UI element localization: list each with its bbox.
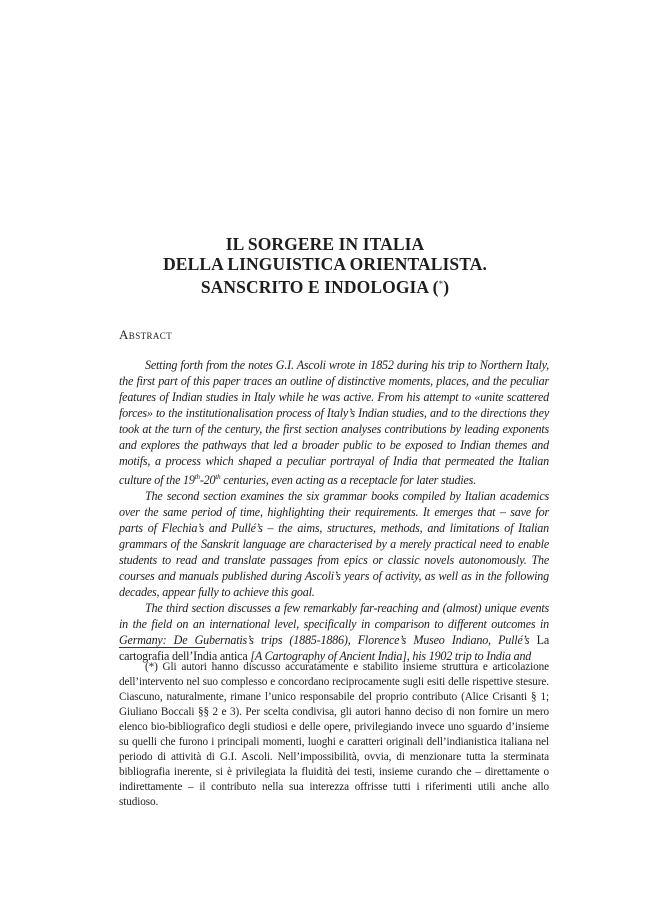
abstract-p3-roman: La cartografia dell’India antica: [119, 633, 549, 663]
title-line-3: [0, 274, 650, 297]
title-line-2: DELLA LINGUISTICA ORIENTALISTA.: [163, 254, 487, 274]
abstract-p1-text: Setting forth from the notes G.I. Ascoli wrote in 1852 during his trip to Northern Italy, the first part of this paper traces an outline of distinctive moments, places, and the peculiar features of Indian studies in Italy while he was active. From his attempt to «unite scattered forces» to the institutionalisation process of Italy’s Indian studies, and to the directions they took at the turn of the century, the first section analyses contributions by leading exponents and explores the pathways that led a broader public to be exposed to Indian themes and motifs, a process which shaped a peculiar portrayal of India that permeated the Italian culture of the 19: [119, 358, 549, 487]
abstract-p1-dash: -20: [199, 473, 216, 487]
abstract-heading: Abstract: [119, 327, 173, 342]
footnote-mark: *: [438, 279, 444, 289]
abstract-p3-text: The third section discusses a few remarkably far-reaching and (almost) unique events in the field on an international level, specifically in comparison to different outcomes in Germany: De Gubernatis’s trips (1885-1886), Florence’s Museo Indiano, Pullé’s: [119, 601, 549, 647]
title-line-1: IL SORGERE IN ITALIA: [225, 234, 425, 254]
footnote-text: (*) Gli autori hanno discusso accuratamente e stabilito insieme struttura e articolazione dell’intervento nel suo complesso e concordano reciprocamente sugli esiti delle rispettive stesure. Ciascuno, naturalmente, rimane l’unico responsabile del proprio contributo (Alice Crisanti § 1; Giuliano Boccali §§ 2 e 3). Per scelta condivisa, gli autori hanno deciso di non fornire un mero elenco bio-bibliografico degli studiosi e delle opere, privilegiando invece uno sguardo d’insieme su quelli che furono i principali momenti, luoghi e caratteri originali dell’indianistica italiana nel periodo di attività di G.I. Ascoli. Nell’impossibilità, ovvia, di menzionare tutta la sterminata bibliografia inerente, si è privilegiata la fluidità dei testi, insieme curando che – direttamente o indirettamente – il contributo nella sua interezza offrisse tutti i riferimenti utili anche allo studioso.: [119, 661, 549, 808]
article-title: [0, 234, 650, 297]
abstract-p1-end: centuries, even acting as a receptacle for later studies.: [220, 473, 477, 487]
abstract-paragraph-3: [119, 600, 549, 664]
abstract-paragraph-1: [119, 357, 549, 488]
footnote-separator: [119, 647, 205, 648]
superscript-th: th: [194, 473, 200, 481]
abstract-body: [119, 357, 549, 664]
title-line-3-text: SANSCRITO E INDOLOGIA (: [200, 277, 439, 297]
abstract-p3-end: [A Cartography of Ancient India], his 1902 trip to India and: [247, 649, 532, 663]
footnote: [119, 660, 549, 810]
superscript-th: th: [215, 473, 221, 481]
abstract-paragraph-2: The second section examines the six grammar books compiled by Italian academics over the same period of time, highlighting their requirements. It emerges that – save for parts of Flechia’s and Pullé’s – the aims, structures, methods, and limitations of Italian grammars of the Sanskrit language are characterised by a merely practical need to enable students to read and translate passages from epics or classic novels autonomously. The courses and manuals published during Ascoli’s years of activity, as well as in the following decades, appear fully to achieve this goal.: [119, 489, 549, 599]
title-line-3-close: ): [443, 277, 450, 297]
